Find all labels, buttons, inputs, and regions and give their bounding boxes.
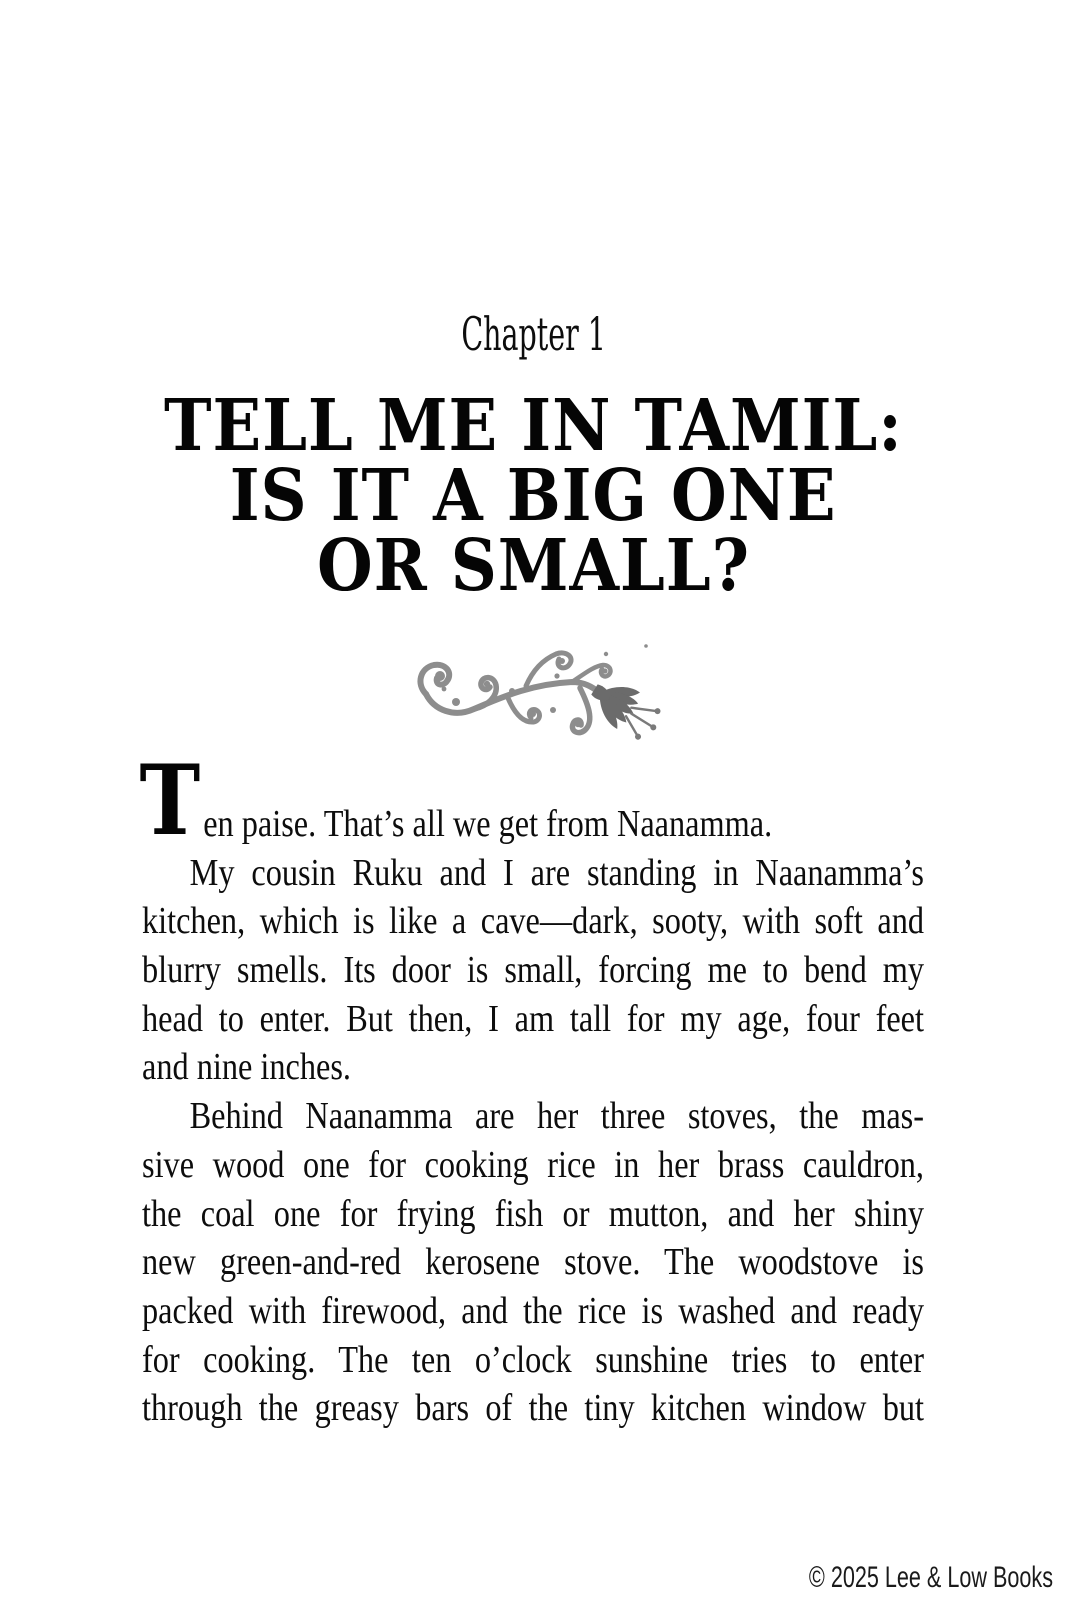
body-line: packed with firewood, and the rice is washed and ready bbox=[142, 1289, 924, 1332]
body-line: T en paise. That’s all we get from Naanamma. bbox=[139, 744, 773, 857]
body-line: new green-and-red kerosene stove. The woodstove is bbox=[142, 1241, 924, 1284]
body-line: the coal one for frying fish or mutton, and her shiny bbox=[142, 1192, 924, 1235]
body-line: My cousin Ruku and I are standing in Naanamma’s bbox=[189, 851, 925, 894]
title-line: OR SMALL? bbox=[317, 523, 750, 607]
body-line: for cooking. The ten o’clock sunshine tries to enter bbox=[142, 1338, 924, 1381]
drop-cap: T bbox=[139, 744, 201, 857]
chapter-label bbox=[0, 307, 1067, 361]
body-line: through the greasy bars of the tiny kitchen window but bbox=[142, 1387, 924, 1430]
body-text bbox=[139, 744, 925, 1433]
title-line: IS IT A BIG ONE bbox=[230, 453, 837, 537]
body-line: head to enter. But then, I am tall for my age, four feet bbox=[142, 997, 924, 1040]
chapter-title bbox=[0, 383, 1067, 607]
chapter-label-text: Chapter 1 bbox=[461, 307, 606, 361]
body-line: and nine inches. bbox=[142, 1046, 351, 1089]
copyright-notice: © 2025 Lee & Low Books bbox=[808, 1561, 1053, 1594]
body-line: blurry smells. Its door is small, forcing me to bend my bbox=[142, 949, 924, 992]
body-line: kitchen, which is like a cave—dark, sooty, with soft and bbox=[142, 900, 924, 943]
floral-flourish-icon bbox=[410, 634, 662, 740]
flower-icon bbox=[580, 668, 661, 740]
title-line: TELL ME IN TAMIL: bbox=[164, 383, 903, 467]
body-line: Behind Naanamma are her three stoves, the mas- bbox=[189, 1095, 925, 1138]
body-line: sive wood one for cooking rice in her brass cauldron, bbox=[142, 1143, 924, 1186]
